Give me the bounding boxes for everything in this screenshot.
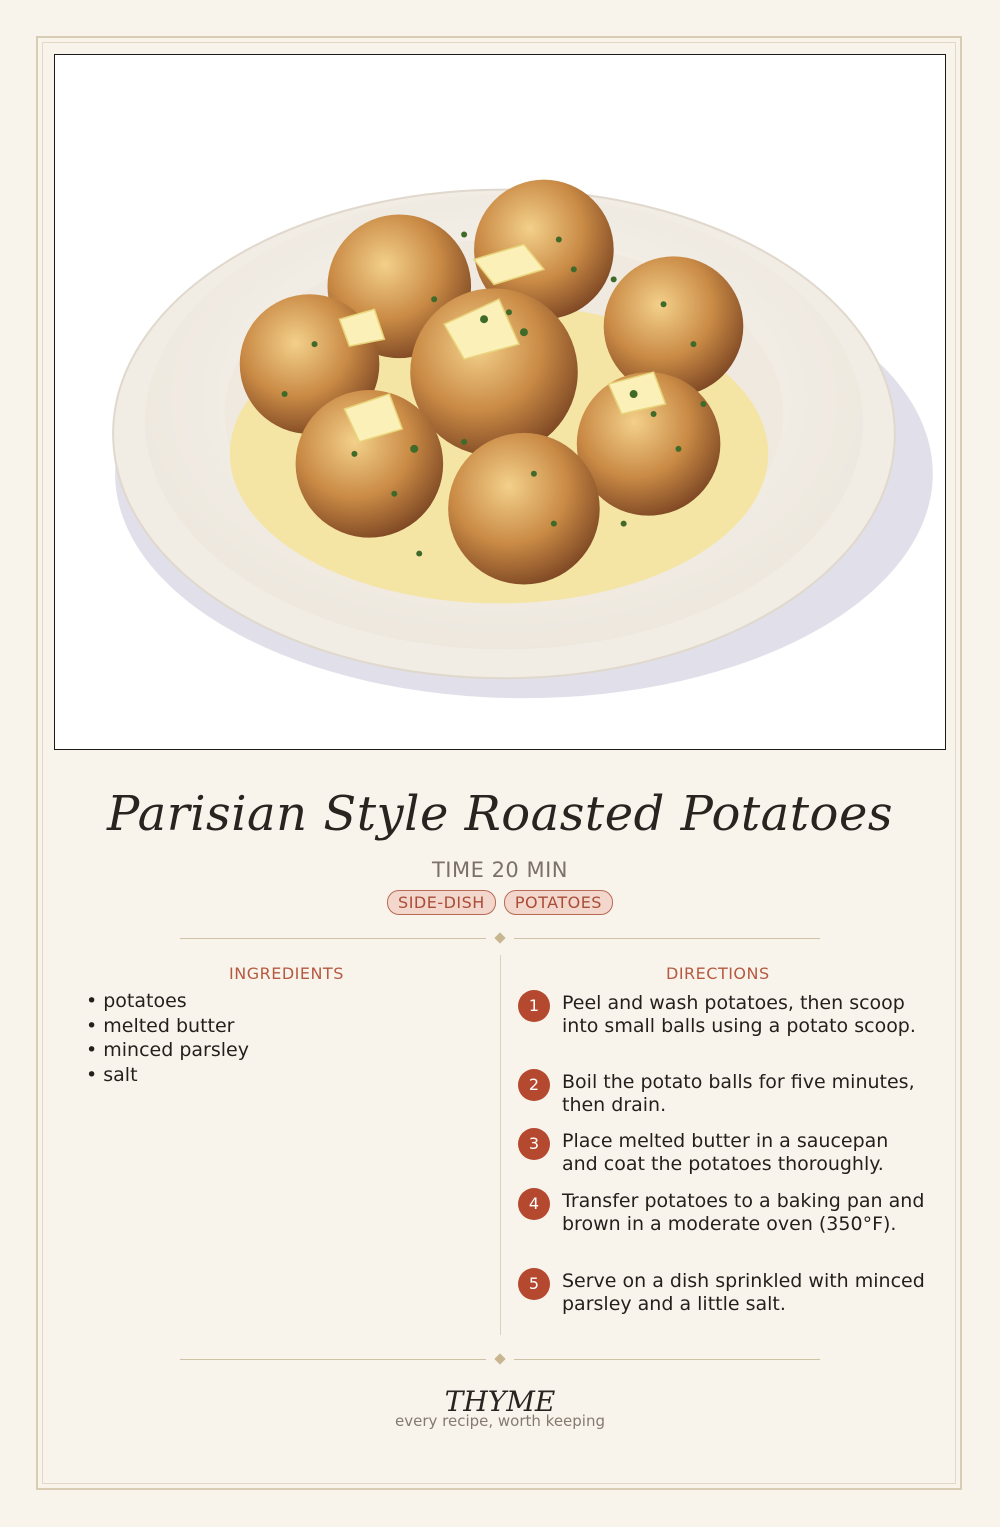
step-number-badge: 4 bbox=[518, 1188, 550, 1220]
step-number-badge: 1 bbox=[518, 990, 550, 1022]
tag-side-dish[interactable]: SIDE-DISH bbox=[387, 890, 496, 915]
recipe-title: Parisian Style Roasted Potatoes bbox=[107, 786, 893, 842]
step-number-badge: 5 bbox=[518, 1268, 550, 1300]
brand-tagline: every recipe, worth keeping bbox=[394, 1412, 605, 1430]
step-number-badge: 2 bbox=[518, 1069, 550, 1101]
diamond-ornament-icon bbox=[494, 1353, 505, 1364]
tag-list bbox=[0, 890, 1000, 915]
recipe-photo bbox=[54, 54, 946, 750]
step-text: Peel and wash potatoes, then scoop into small balls using a potato scoop. bbox=[562, 992, 916, 1037]
section-divider-bottom bbox=[180, 1354, 820, 1366]
ingredient-item: • minced parsley bbox=[86, 1039, 249, 1064]
step-text: Transfer potatoes to a baking pan and brown in a moderate oven (350°F). bbox=[562, 1190, 925, 1235]
section-divider-top bbox=[180, 933, 820, 945]
step-number-badge: 3 bbox=[518, 1128, 550, 1160]
ingredient-item: • melted butter bbox=[86, 1015, 249, 1040]
directions-heading: DIRECTIONS bbox=[666, 964, 770, 983]
potatoes-plate-illustration bbox=[55, 55, 945, 749]
step-text: Place melted butter in a saucepan and coat the potatoes thoroughly. bbox=[562, 1130, 889, 1175]
step-text: Serve on a dish sprinkled with minced parsley and a little salt. bbox=[562, 1270, 925, 1315]
brand-logo-text: THYME bbox=[444, 1385, 556, 1418]
tag-potatoes[interactable]: POTATOES bbox=[504, 890, 613, 915]
ingredients-heading: INGREDIENTS bbox=[229, 964, 344, 983]
step-text: Boil the potato balls for five minutes, then drain. bbox=[562, 1071, 915, 1116]
column-divider bbox=[500, 955, 501, 1335]
ingredient-item: • salt bbox=[86, 1064, 249, 1089]
cook-time: TIME 20 MIN bbox=[431, 858, 568, 882]
ingredients-list bbox=[86, 990, 249, 1088]
diamond-ornament-icon bbox=[494, 932, 505, 943]
ingredient-item: • potatoes bbox=[86, 990, 249, 1015]
